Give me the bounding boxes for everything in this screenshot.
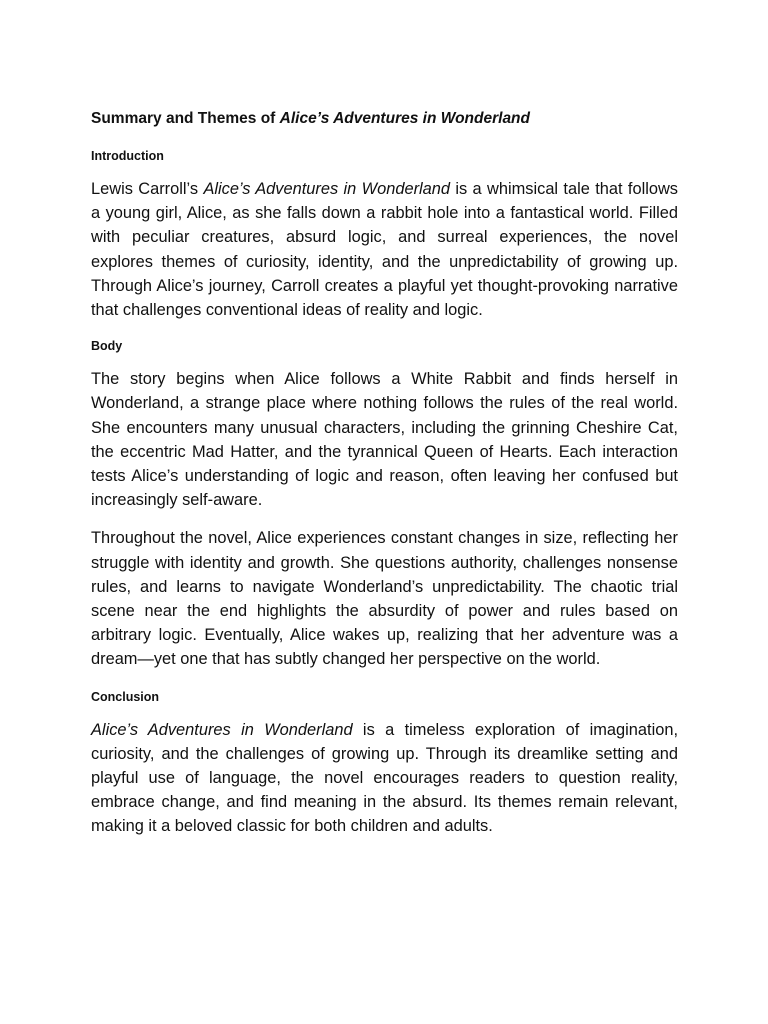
document-title: [91, 108, 678, 130]
document-title-prefix: Summary and Themes of: [91, 110, 280, 127]
document-title-italic: Alice’s Adventures in Wonderland: [279, 110, 530, 127]
introduction-lead-text: Lewis Carroll’s: [91, 180, 204, 198]
body-heading: Body: [91, 339, 123, 354]
body-paragraph-2: Throughout the novel, Alice experiences constant changes in size, reflecting her struggle with identity and growth. She questions authority, challenges nonsense rules, and learns to navigate Wonderland’s unpredictability. The chaotic trial scene near the end highlights the absurdity of power and rules based on arbitrary logic. Eventually, Alice wakes up, realizing that her adventure was a dream—yet one that has subtly changed her perspective on the world.: [91, 529, 678, 669]
conclusion-heading: Conclusion: [91, 689, 160, 704]
document-page: [91, 108, 678, 853]
introduction-heading: Introduction: [91, 149, 164, 163]
body-paragraph-1: The story begins when Alice follows a White Rabbit and finds herself in Wonderland, a strange place where nothing follows the rules of the real world. She encounters many unusual characters, including the grinning Cheshire Cat, the eccentric Mad Hatter, and the tyrannical Queen of Hearts. Each interaction tests Alice’s understanding of logic and reason, often leaving her confused but increasingly self-aware.: [91, 370, 678, 510]
conclusion-paragraph: [91, 718, 678, 839]
conclusion-rest-text: is a timeless exploration of imagination, curiosity, and the challenges of growing up. Through its dreamlike setting and playful use of language, the novel encourages readers to question reality, embrace change, and find meaning in the absurd. Its themes remain relevant, making it a beloved classic for both children and adults.: [91, 720, 679, 836]
introduction-italic-title: Alice’s Adventures in Wonderland: [203, 180, 451, 198]
conclusion-italic-title: Alice’s Adventures in Wonderland: [91, 720, 353, 739]
introduction-paragraph: [91, 177, 678, 322]
introduction-rest-text: is a whimsical tale that follows a young girl, Alice, as she falls down a rabbit hole into a fantastical world. Filled with peculiar creatures, absurd logic, and surreal experiences, the novel explores themes of curiosity, identity, and the unpredictability of growing up. Through Alice’s journey, Carroll creates a playful yet thought-provoking narrative that challenges conventional ideas of reality and logic.: [91, 180, 679, 320]
